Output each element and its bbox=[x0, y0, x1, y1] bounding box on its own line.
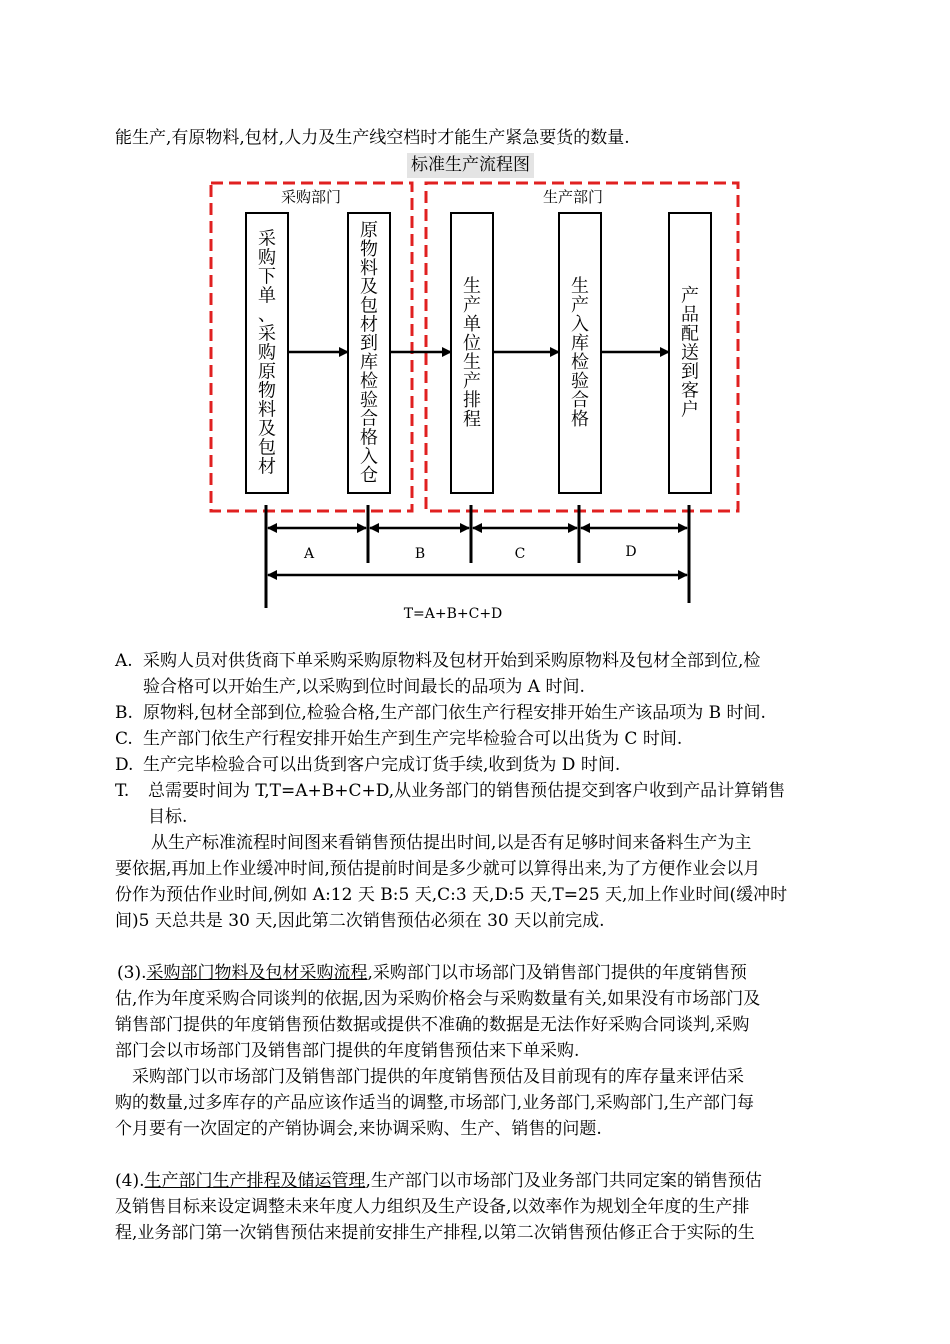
total-label: T=A+B+C+D bbox=[403, 606, 503, 622]
sec3-para2-line-3: 个月要有一次固定的产销协调会,来协调采购、生产、销售的问题. bbox=[115, 1119, 602, 1139]
process-box-4-char: 格 bbox=[571, 409, 589, 431]
production-flow-chart bbox=[200, 175, 760, 625]
list-label-c: C. bbox=[115, 729, 133, 749]
process-box-3-char: 生 bbox=[463, 352, 481, 374]
process-box-4-char: 检 bbox=[571, 352, 589, 374]
process-box-3-char: 单 bbox=[463, 314, 481, 336]
list-label-a: A. bbox=[115, 651, 133, 671]
process-box-1-char: 原 bbox=[258, 361, 276, 383]
process-box-2-char: 到 bbox=[360, 333, 378, 355]
sec3-number: (3). bbox=[117, 963, 147, 983]
list-label-b: B. bbox=[115, 703, 133, 723]
list-item-c: 生产部门依生产行程安排开始生产到生产完毕检验合可以出货为 C 时间. bbox=[143, 729, 683, 749]
process-box-1-char: 下 bbox=[258, 266, 276, 288]
sec3-line-1 bbox=[117, 960, 747, 986]
process-box-1-char: 包 bbox=[258, 437, 276, 459]
process-box-3-char: 位 bbox=[463, 333, 481, 355]
list-label-d: D. bbox=[115, 755, 134, 775]
process-box-2-char: 入 bbox=[360, 446, 378, 468]
process-box-4-char: 入 bbox=[571, 314, 589, 336]
process-box-2-char: 包 bbox=[360, 295, 378, 317]
list-item-t-line-2: 目标. bbox=[148, 807, 188, 827]
segment-label-d: D bbox=[625, 544, 637, 560]
para1-line-1: 从生产标准流程时间图来看销售预估提出时间,以是否有足够时间来备料生产为主 bbox=[151, 833, 752, 853]
sec3-line-3: 销售部门提供的年度销售预估数据或提供不准确的数据是无法作好采购合同谈判,采购 bbox=[115, 1015, 750, 1035]
process-box-5-char: 品 bbox=[681, 304, 699, 326]
process-box-2-char: 物 bbox=[360, 238, 378, 260]
list-item-a-line-1: 采购人员对供货商下单采购采购原物料及包材开始到采购原物料及包材全部到位,检 bbox=[143, 651, 761, 671]
process-box-5-char: 客 bbox=[681, 380, 699, 402]
process-box-2-char: 料 bbox=[360, 257, 378, 279]
sec3-para2-line-2: 购的数量,过多库存的产品应该作适当的调整,市场部门,业务部门,采购部门,生产部门每 bbox=[115, 1093, 755, 1113]
sec4-heading: 生产部门生产排程及储运管理 bbox=[144, 1171, 366, 1191]
process-box-2-char: 合 bbox=[360, 408, 378, 430]
process-box-1-char: 采 bbox=[258, 323, 276, 345]
process-box-2-char: 检 bbox=[360, 370, 378, 392]
process-box-1-char: 购 bbox=[258, 342, 276, 364]
sec4-line-1 bbox=[115, 1168, 762, 1194]
intro-line: 能生产,有原物料,包材,人力及生产线空档时才能生产紧急要货的数量. bbox=[115, 128, 630, 148]
production-dept-label: 生产部门 bbox=[542, 188, 604, 206]
sec4-first-rest: ,生产部门以市场部门及业务部门共同定案的销售预估 bbox=[365, 1171, 762, 1191]
process-box-3-char: 产 bbox=[463, 371, 481, 393]
process-box-5-char: 产 bbox=[681, 285, 699, 307]
process-box-5-char: 到 bbox=[681, 361, 699, 383]
list-item-d: 生产完毕检验合可以出货到客户完成订货手续,收到货为 D 时间. bbox=[143, 755, 621, 775]
sec3-line-4: 部门会以市场部门及销售部门提供的年度销售预估来下单采购. bbox=[115, 1041, 580, 1061]
process-box-3-char: 程 bbox=[463, 409, 481, 431]
figure-title: 标准生产流程图 bbox=[407, 153, 534, 178]
process-box-2-char: 及 bbox=[360, 276, 378, 298]
process-box-3-char: 生 bbox=[463, 276, 481, 298]
process-box-2-char: 库 bbox=[360, 352, 378, 374]
para1-line-2: 要依据,再加上作业缓冲时间,预估提前时间是多少就可以算得出来,为了方便作业会以月 bbox=[115, 859, 761, 879]
process-box-3-char: 排 bbox=[463, 390, 481, 412]
process-box-2-char: 验 bbox=[360, 389, 378, 411]
list-item-b: 原物料,包材全部到位,检验合格,生产部门依生产行程安排开始生产该品项为 B 时间. bbox=[143, 703, 766, 723]
process-box-1-char: 采 bbox=[258, 228, 276, 250]
sec4-line-2: 及销售目标来设定调整未来年度人力组织及生产设备,以效率作为规划全年度的生产排 bbox=[115, 1197, 750, 1217]
sec3-line-2: 估,作为年度采购合同谈判的依据,因为采购价格会与采购数量有关,如果没有市场部门及 bbox=[115, 989, 761, 1009]
process-box-5-char: 送 bbox=[681, 342, 699, 364]
list-item-a-line-2: 验合格可以开始生产,以采购到位时间最长的品项为 A 时间. bbox=[143, 677, 585, 697]
process-box-1-char: 材 bbox=[258, 456, 276, 478]
para1-line-3: 份作为预估作业时间,例如 A:12 天 B:5 天,C:3 天,D:5 天,T=25 天,加上作业时间(缓冲时 bbox=[115, 885, 788, 905]
process-box-2-char: 格 bbox=[360, 427, 378, 449]
sec3-para2-line-1: 采购部门以市场部门及销售部门提供的年度销售预估及目前现有的库存量来评估采 bbox=[132, 1067, 744, 1087]
process-box-3-char: 产 bbox=[463, 295, 481, 317]
segment-label-c: C bbox=[514, 546, 526, 562]
process-box-4-char: 验 bbox=[571, 371, 589, 393]
sec4-line-3: 程,业务部门第一次销售预估来提前安排生产排程,以第二次销售预估修正合于实际的生 bbox=[115, 1223, 755, 1243]
sec3-first-rest: ,采购部门以市场部门及销售部门提供的年度销售预 bbox=[367, 963, 747, 983]
sec3-heading: 采购部门物料及包材采购流程 bbox=[146, 963, 368, 983]
segment-label-a: A bbox=[303, 546, 315, 562]
process-box-1-char: 及 bbox=[258, 418, 276, 440]
purchase-dept-label: 采购部门 bbox=[280, 188, 342, 206]
sec4-number: (4). bbox=[115, 1171, 145, 1191]
process-box-1-char: 购 bbox=[258, 247, 276, 269]
process-box-4-char: 库 bbox=[571, 333, 589, 355]
process-box-4-char: 合 bbox=[571, 390, 589, 412]
process-box-1-char: 单 bbox=[258, 285, 276, 307]
process-box-1-char: 、 bbox=[258, 304, 276, 326]
process-box-4-char: 产 bbox=[571, 295, 589, 317]
process-box-2-char: 仓 bbox=[360, 465, 378, 487]
para1-line-4: 间)5 天总共是 30 天,因此第二次销售预估必须在 30 天以前完成. bbox=[115, 911, 605, 931]
segment-label-b: B bbox=[414, 546, 426, 562]
process-box-5-char: 配 bbox=[681, 323, 699, 345]
process-box-1-char: 物 bbox=[258, 380, 276, 402]
process-box-1-char: 料 bbox=[258, 399, 276, 421]
process-box-5-char: 户 bbox=[681, 399, 699, 421]
process-box-2-char: 原 bbox=[360, 220, 378, 242]
process-box-4-char: 生 bbox=[571, 276, 589, 298]
process-box-2-char: 材 bbox=[360, 314, 378, 336]
list-label-t: T. bbox=[115, 781, 130, 801]
list-item-t-line-1: 总需要时间为 T,T=A+B+C+D,从业务部门的销售预估提交到客户收到产品计算销售 bbox=[148, 781, 786, 801]
